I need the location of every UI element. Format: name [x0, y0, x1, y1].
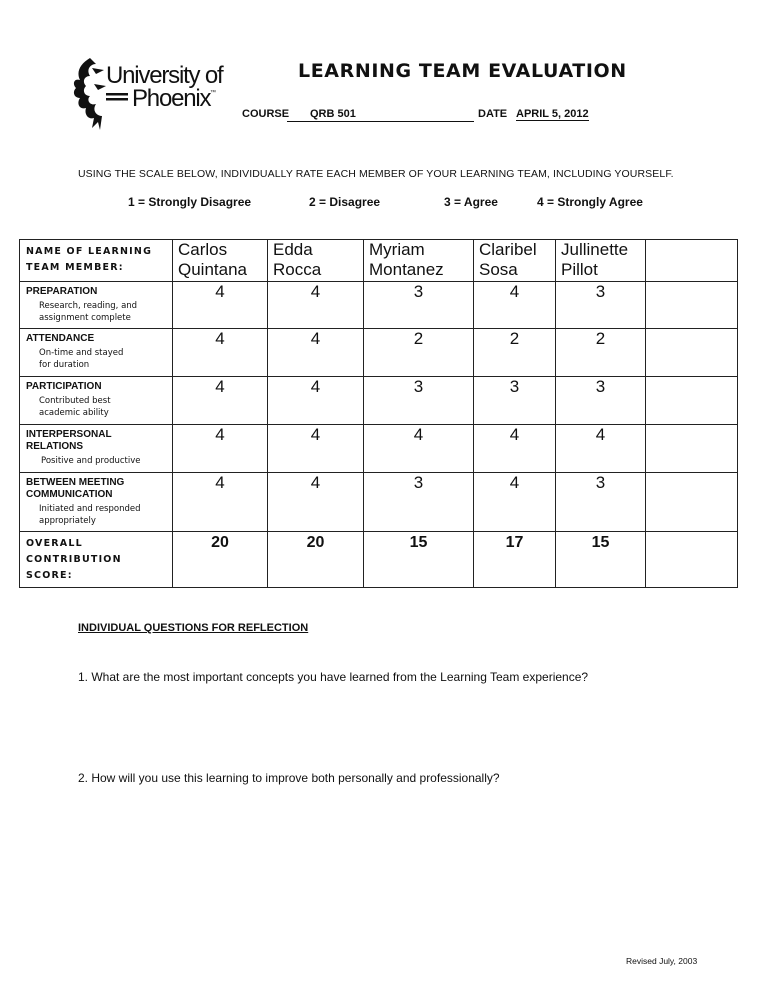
header-label-cell	[20, 240, 173, 282]
scale-item-3: 3 = Agree	[444, 195, 498, 209]
criteria-row-attendance	[20, 329, 738, 377]
member-name-3: Myriam Montanez	[364, 240, 474, 282]
score-cell[interactable]: 3	[556, 282, 646, 329]
score-cell[interactable]: 3	[364, 473, 474, 532]
scale-item-2: 2 = Disagree	[309, 195, 381, 209]
overall-row	[20, 532, 738, 588]
score-cell[interactable]: 3	[556, 377, 646, 425]
logo-rule-icon	[106, 92, 130, 104]
score-cell[interactable]: 3	[556, 473, 646, 532]
header-label-line1: NAME OF LEARNING	[26, 246, 153, 257]
evaluation-table	[19, 239, 738, 588]
score-cell[interactable]: 4	[268, 329, 364, 377]
score-cell[interactable]: 2	[556, 329, 646, 377]
header-row	[20, 240, 738, 282]
score-cell[interactable]: 4	[474, 473, 556, 532]
score-cell-empty[interactable]	[646, 329, 738, 377]
criteria-row-preparation	[20, 282, 738, 329]
criteria-row-communication	[20, 473, 738, 532]
date-label: DATE	[478, 108, 508, 120]
course-label: COURSE	[242, 108, 290, 120]
course-field[interactable]: QRB 501	[310, 108, 356, 120]
date-field[interactable]: APRIL 5, 2012	[516, 108, 589, 120]
score-cell[interactable]: 4	[364, 425, 474, 473]
phoenix-emblem-icon	[70, 56, 108, 132]
total-cell[interactable]: 20	[173, 532, 268, 588]
overall-label: OVERALL CONTRIBUTION SCORE:	[20, 532, 173, 588]
total-cell[interactable]: 15	[556, 532, 646, 588]
score-cell[interactable]: 3	[364, 377, 474, 425]
score-cell[interactable]: 4	[173, 377, 268, 425]
score-cell[interactable]: 4	[474, 282, 556, 329]
score-cell[interactable]: 4	[556, 425, 646, 473]
reflection-heading: INDIVIDUAL QUESTIONS FOR REFLECTION	[78, 622, 309, 634]
score-cell[interactable]: 4	[268, 282, 364, 329]
criteria-label: INTERPERSONAL RELATIONS Positive and productive	[20, 425, 173, 473]
criteria-label: ATTENDANCE On-time and stayed for duration	[20, 329, 173, 377]
page-title: LEARNING TEAM EVALUATION	[298, 60, 627, 82]
score-cell[interactable]: 2	[364, 329, 474, 377]
total-cell[interactable]: 15	[364, 532, 474, 588]
university-logo	[70, 56, 240, 134]
member-name-5: Jullinette Pillot	[556, 240, 646, 282]
scale-item-1: 1 = Strongly Disagree	[128, 195, 252, 209]
score-cell[interactable]: 4	[173, 425, 268, 473]
score-cell[interactable]: 4	[268, 425, 364, 473]
reflection-question-1: 1. What are the most important concepts you have learned from the Learning Team experience?	[78, 670, 589, 684]
score-cell[interactable]: 4	[474, 425, 556, 473]
score-cell[interactable]: 4	[173, 473, 268, 532]
total-cell[interactable]: 17	[474, 532, 556, 588]
score-cell-empty[interactable]	[646, 473, 738, 532]
score-cell[interactable]: 4	[268, 473, 364, 532]
score-cell[interactable]: 2	[474, 329, 556, 377]
score-cell-empty[interactable]	[646, 425, 738, 473]
logo-text-university: University of	[106, 62, 223, 89]
scale-item-4: 4 = Strongly Agree	[537, 195, 643, 209]
criteria-label: PREPARATION Research, reading, and assignment complete	[20, 282, 173, 329]
score-cell-empty[interactable]	[646, 377, 738, 425]
score-cell[interactable]: 3	[364, 282, 474, 329]
header-label-line2: TEAM MEMBER:	[26, 262, 124, 273]
criteria-row-interpersonal	[20, 425, 738, 473]
member-name-6-empty[interactable]	[646, 240, 738, 282]
score-cell[interactable]: 4	[173, 329, 268, 377]
member-name-4: Claribel Sosa	[474, 240, 556, 282]
score-cell[interactable]: 3	[474, 377, 556, 425]
criteria-label: BETWEEN MEETING COMMUNICATION Initiated and responded appropriately	[20, 473, 173, 532]
total-cell[interactable]: 20	[268, 532, 364, 588]
score-cell-empty[interactable]	[646, 282, 738, 329]
member-name-2: Edda Rocca	[268, 240, 364, 282]
logo-trademark: ™	[210, 90, 216, 96]
criteria-label: PARTICIPATION Contributed best academic ability	[20, 377, 173, 425]
revision-note: Revised July, 2003	[626, 956, 698, 966]
instructions-text: USING THE SCALE BELOW, INDIVIDUALLY RATE EACH MEMBER OF YOUR LEARNING TEAM, INCLUDING YOURSELF.	[78, 168, 674, 180]
score-cell[interactable]: 4	[268, 377, 364, 425]
course-underline	[287, 121, 474, 122]
reflection-question-2: 2. How will you use this learning to improve both personally and professionally?	[78, 771, 500, 785]
member-name-1: Carlos Quintana	[173, 240, 268, 282]
score-cell[interactable]: 4	[173, 282, 268, 329]
criteria-row-participation	[20, 377, 738, 425]
logo-text-phoenix: Phoenix	[132, 85, 211, 112]
total-cell-empty[interactable]	[646, 532, 738, 588]
